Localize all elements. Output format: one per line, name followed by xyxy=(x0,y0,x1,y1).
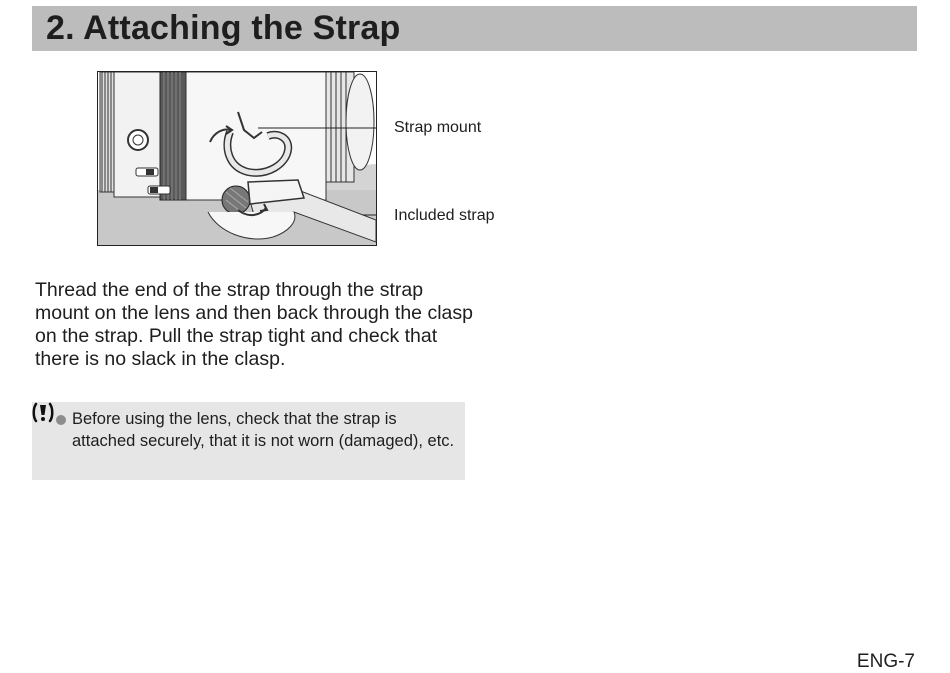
included-strap-callout: Included strap xyxy=(394,207,495,224)
strap-attachment-illustration xyxy=(97,71,377,246)
bullet-dot xyxy=(56,415,66,425)
section-title-bar xyxy=(32,6,917,51)
caution-text: Before using the lens, check that the strap is attached securely, that it is not worn (damaged), etc. xyxy=(72,410,455,450)
caution-note xyxy=(32,402,465,480)
page-title: 2. Attaching the Strap xyxy=(46,9,401,47)
caution-icon xyxy=(32,402,54,424)
strap-mount-callout: Strap mount xyxy=(394,119,482,136)
page-number: ENG-7 xyxy=(856,651,915,672)
instruction-paragraph: Thread the end of the strap through the strap mount on the lens and then back through the clasp on the strap. Pull the strap tight and check that there is no slack in the clasp. xyxy=(35,279,473,370)
